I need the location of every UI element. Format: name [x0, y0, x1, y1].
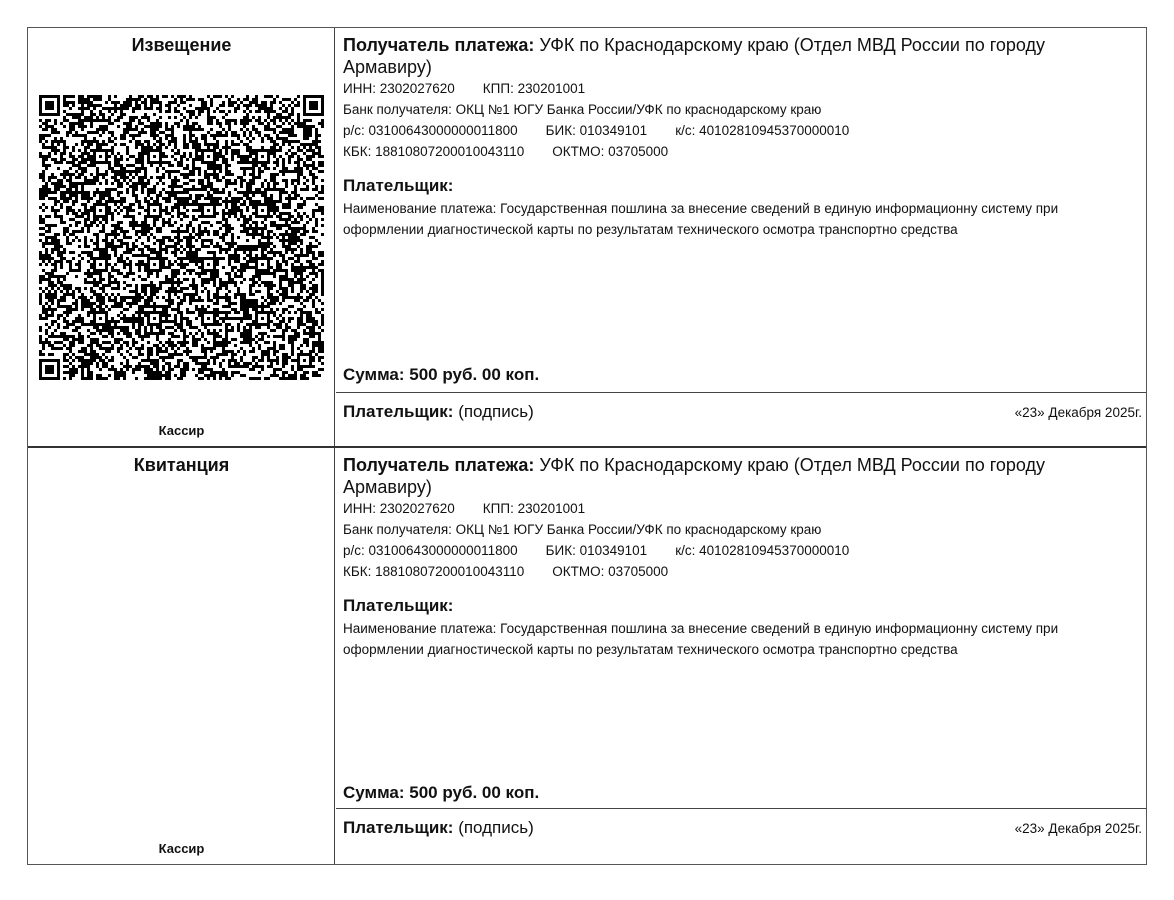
inn-kpp-line: [343, 498, 1136, 519]
oktmo-value: ОКТМО: 03705000: [552, 144, 669, 159]
notice-section: [28, 28, 1146, 448]
signature-placeholder: (подпись): [453, 402, 534, 421]
notice-title: Извещение: [131, 35, 232, 55]
payment-name: Наименование платежа: Государственная пошлина за внесение сведений в единую информационну систему при оформлении диагностической карты по результатам технического осмотра транспортно средства: [343, 621, 1059, 657]
bank-line: Банк получателя: ОКЦ №1 ЮГУ Банка России/УФК по краснодарскому краю: [343, 102, 822, 117]
payment-name: Наименование платежа: Государственная пошлина за внесение сведений в единую информационну систему при оформлении диагностической карты по результатам технического осмотра транспортно средства: [343, 201, 1059, 237]
kbk-value: КБК: 18810807200010043110: [343, 564, 525, 579]
kbk-oktmo-line: [343, 141, 1136, 162]
signature-placeholder: (подпись): [453, 818, 534, 837]
payer-signature: [343, 818, 534, 838]
signature-label: Плательщик:: [343, 818, 454, 837]
payer-heading: Плательщик:: [343, 596, 454, 615]
kpp-value: КПП: 230201001: [482, 501, 586, 516]
accounts-line: [343, 120, 1136, 141]
kbk-value: КБК: 18810807200010043110: [343, 144, 525, 159]
receipt-right-column: [336, 448, 1146, 864]
bik-value: БИК: 010349101: [545, 123, 648, 138]
rs-value: р/с: 03100643000000011800: [343, 123, 518, 138]
payer-heading: Плательщик:: [343, 176, 454, 195]
recipient-line: [343, 454, 1136, 498]
kpp-value: КПП: 230201001: [482, 81, 586, 96]
receipt-left-column: [28, 448, 335, 864]
cashier-label: Кассир: [158, 423, 205, 438]
recipient-label: Получатель платежа:: [343, 35, 535, 55]
date-value: «23» Декабря 2025г.: [1014, 405, 1142, 420]
bik-value: БИК: 010349101: [545, 543, 648, 558]
sum-amount: Сумма: 500 руб. 00 коп.: [343, 365, 540, 384]
receipt-title: Квитанция: [133, 455, 230, 475]
accounts-line: [343, 540, 1136, 561]
ks-value: к/с: 40102810945370000010: [675, 123, 850, 138]
signature-label: Плательщик:: [343, 402, 454, 421]
sum-amount: Сумма: 500 руб. 00 коп.: [343, 783, 540, 802]
inn-kpp-line: [343, 78, 1136, 99]
recipient-value: УФК по Краснодарскому краю (Отдел МВД России по городу Армавиру): [343, 455, 1046, 497]
signature-row: [336, 808, 1146, 864]
rs-value: р/с: 03100643000000011800: [343, 543, 518, 558]
notice-right-column: [336, 28, 1146, 446]
payment-receipt-form: [27, 27, 1147, 865]
oktmo-value: ОКТМО: 03705000: [552, 564, 669, 579]
notice-left-column: [28, 28, 335, 446]
recipient-label: Получатель платежа:: [343, 455, 535, 475]
ks-value: к/с: 40102810945370000010: [675, 543, 850, 558]
date-value: «23» Декабря 2025г.: [1014, 821, 1142, 836]
kbk-oktmo-line: [343, 561, 1136, 582]
qr-modules: [39, 95, 324, 380]
inn-value: ИНН: 2302027620: [343, 501, 455, 516]
cashier-label: Кассир: [158, 841, 205, 856]
payer-signature: [343, 402, 534, 422]
qr-code-icon: [39, 95, 324, 380]
bank-line: Банк получателя: ОКЦ №1 ЮГУ Банка России/УФК по краснодарскому краю: [343, 522, 822, 537]
recipient-value: УФК по Краснодарскому краю (Отдел МВД России по городу Армавиру): [343, 35, 1046, 77]
receipt-section: [28, 448, 1146, 864]
recipient-line: [343, 34, 1136, 78]
signature-row: [336, 392, 1146, 446]
inn-value: ИНН: 2302027620: [343, 81, 455, 96]
